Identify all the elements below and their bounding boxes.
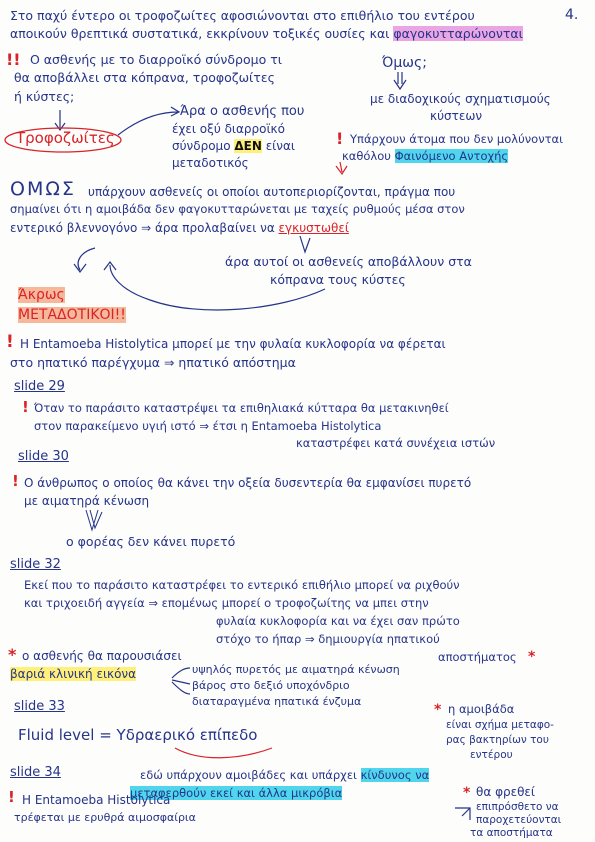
drain-line-4: τα αποστήματα — [470, 827, 553, 839]
drain-line-2: επιπρόσθετο να — [476, 801, 559, 813]
conclusion-line-2: έχει οξύ διαρροϊκό — [172, 122, 285, 136]
omos-line-1: υπάρχουν ασθενείς οι οποίοι αυτοπεριορίζονται, πράγμα που — [88, 185, 456, 199]
slide-34-title: slide 34 — [10, 765, 61, 780]
exclaim-mark-2: ! — [336, 129, 344, 148]
resistance-line-1: Υπάρχουν άτομα που δεν μολύνονται — [350, 132, 564, 146]
cyst-answer-2: κύστεων — [430, 109, 483, 123]
slide-34-1a: εδώ υπάρχουν αμοιβάδες και υπάρχει — [140, 768, 361, 782]
omos-3a: εντερικό βλεννογόνο ⇒ άρα προλαβαίνει να — [10, 221, 279, 235]
slide-30-line-3: ο φορέας δεν κάνει πυρετό — [66, 534, 236, 549]
slide-29-line-2: στον παρακείμενο υγιή ιστό ⇒ έτσι η Entamoeba Histolytica — [34, 419, 382, 433]
akros-line-1: Άκρως — [18, 287, 65, 303]
slide-29-title: slide 29 — [14, 379, 65, 394]
slide-34-line-2: μεταφερθούν εκεί και άλλα μικρόβια — [130, 786, 343, 800]
akros-line-2: ΜΕΤΑΔΟΤΙΚΟΙ!! — [18, 307, 126, 323]
slide-32-line-1: Εκεί που το παράσιτο καταστρέφει το εντερικό επιθήλιο μπορεί να ριχθούν — [24, 578, 460, 592]
feeding-line-2: τρέφεται με ερυθρά αιμοσφαίρια — [14, 811, 196, 824]
symptom-3: διαταραγμένα ηπατικά ένζυμα — [192, 695, 362, 708]
exclaim-mark-3: ! — [6, 332, 14, 352]
question-line-3: ή κύστες; — [14, 89, 75, 104]
danger-highlight: κίνδυνος να — [360, 768, 430, 782]
slide-32-line-4: στόχο το ήπαρ ⇒ δημιουργία ηπατικού — [216, 632, 440, 646]
question-line-2: θα αποβάλλει στα κόπρανα, τροφοζωίτες — [14, 70, 275, 85]
conclusion-line-3 — [172, 140, 295, 152]
den-highlight: ΔΕΝ — [234, 139, 262, 153]
conclusion-line-4: μεταδοτικός — [172, 156, 249, 170]
question-line-1: Ο ασθενής με το διαρροϊκό σύνδρομο τι — [30, 52, 282, 67]
answer-trofozoites: Τροφοζωίτες — [16, 129, 115, 147]
slide-30-title: slide 30 — [18, 449, 69, 464]
symptom-2: βάρος στο δεξιό υποχόνδριο — [192, 679, 350, 692]
resistance-highlight: Φαινόμενο Αντοχής — [394, 149, 509, 163]
histolytica-line-2: στο ηπατικό παρέγχυμα ⇒ ηπατικό απόστημα — [10, 355, 296, 370]
symptom-1: υψηλός πυρετός με αιματηρά κένωση — [192, 663, 400, 676]
star-mark-right: * — [528, 649, 536, 665]
omos-line-4: άρα αυτοί οι ασθενείς αποβάλλουν στα — [225, 254, 472, 269]
slide-32-line-5: αποστήματος — [438, 650, 517, 664]
omos-line-2: σημαίνει ότι η αμοιβάδα δεν φαγοκυτταρώνεται με ταχείς ρυθμούς μέσα στον — [10, 202, 465, 216]
feeding-line-1: Η Entamoeba Histolytica — [22, 793, 171, 807]
exclaim-mark-5: ! — [12, 472, 19, 490]
drain-line-1: θα φρεθεί — [476, 785, 535, 799]
conclusion-line-1: Άρα ο ασθενής που — [180, 104, 305, 119]
slide-30-line-1: Ο άνθρωπος ο οποίος θα κάνει την οξεία δυσεντερία θα εμφανίσει πυρετό — [24, 476, 472, 490]
star-mark-3: * — [463, 785, 471, 801]
amoeba-note-3: ρας βακτηρίων του — [446, 734, 549, 746]
star-mark: * — [8, 645, 17, 664]
slide-32-line-3: φυλαία κυκλοφορία και να έχει σαν πρώτο — [216, 614, 460, 628]
resistance-2a: καθόλου — [342, 149, 395, 163]
drain-line-3: παροχετεύονται — [476, 814, 562, 826]
omos-question: Όμως; — [382, 55, 427, 71]
clinical-line-1: ο ασθενής θα παρουσιάσει — [22, 649, 182, 663]
resistance-line-2 — [342, 151, 508, 163]
conclusion-3c: είναι — [261, 139, 295, 153]
amoeba-note-1: η αμοιβάδα — [448, 702, 515, 716]
omos-line-5: κόπρανα τους κύστες — [270, 272, 406, 287]
page-number: 4. — [565, 7, 579, 23]
star-note-mark: * — [434, 702, 442, 718]
cyst-answer-1: με διαδοχικούς σχηματισμούς — [370, 92, 551, 106]
slide-34-line-1 — [140, 770, 429, 782]
encystment-highlight: εγκυστωθεί — [278, 221, 349, 235]
intro-line-1: Στο παχύ έντερο οι τροφοζωίτες αφοσιώνονται στο επιθήλιο του εντέρου — [10, 8, 475, 23]
slide-33-title: slide 33 — [14, 699, 65, 714]
amoeba-note-4: εντέρου — [470, 749, 513, 761]
slide-29-line-1: Όταν το παράσιτο καταστρέψει τα επιθηλιακά κύτταρα θα μετακινηθεί — [34, 401, 449, 415]
exclaim-mark-4: ! — [22, 398, 29, 416]
omos-line-3 — [10, 222, 349, 234]
fluid-level: Fluid level = Υδραερικό επίπεδο — [18, 726, 258, 744]
slide-32-title: slide 32 — [10, 557, 61, 572]
amoeba-note-2: είναι σχήμα μεταφο- — [446, 719, 554, 731]
clinical-line-2: βαριά κλινική εικόνα — [10, 667, 137, 681]
intro-line-2 — [10, 28, 523, 41]
slide-30-line-2: με αιματηρά κένωση — [24, 494, 150, 508]
slide-29-line-3: καταστρέφει κατά συνέχεια ιστών — [296, 436, 496, 450]
omos-heading: ΟΜΩΣ — [10, 178, 76, 200]
histolytica-line-1: Η Entamoeba Histolytica μπορεί με την φυλαία κυκλοφορία να φέρεται — [20, 337, 446, 351]
conclusion-3a: σύνδρομο — [172, 139, 235, 153]
slide-32-line-2: και τριχοειδή αγγεία ⇒ επομένως μπορεί ο τροφοζωίτης να μπει στην — [24, 596, 429, 610]
intro-line-2a: αποικούν θρεπτικά συστατικά, εκκρίνουν τοξικές ουσίες και — [10, 26, 394, 41]
exclaim-mark: !! — [6, 50, 21, 69]
intro-highlight: φαγοκυτταρώνονται — [393, 26, 523, 41]
exclaim-mark-6: ! — [8, 788, 15, 806]
